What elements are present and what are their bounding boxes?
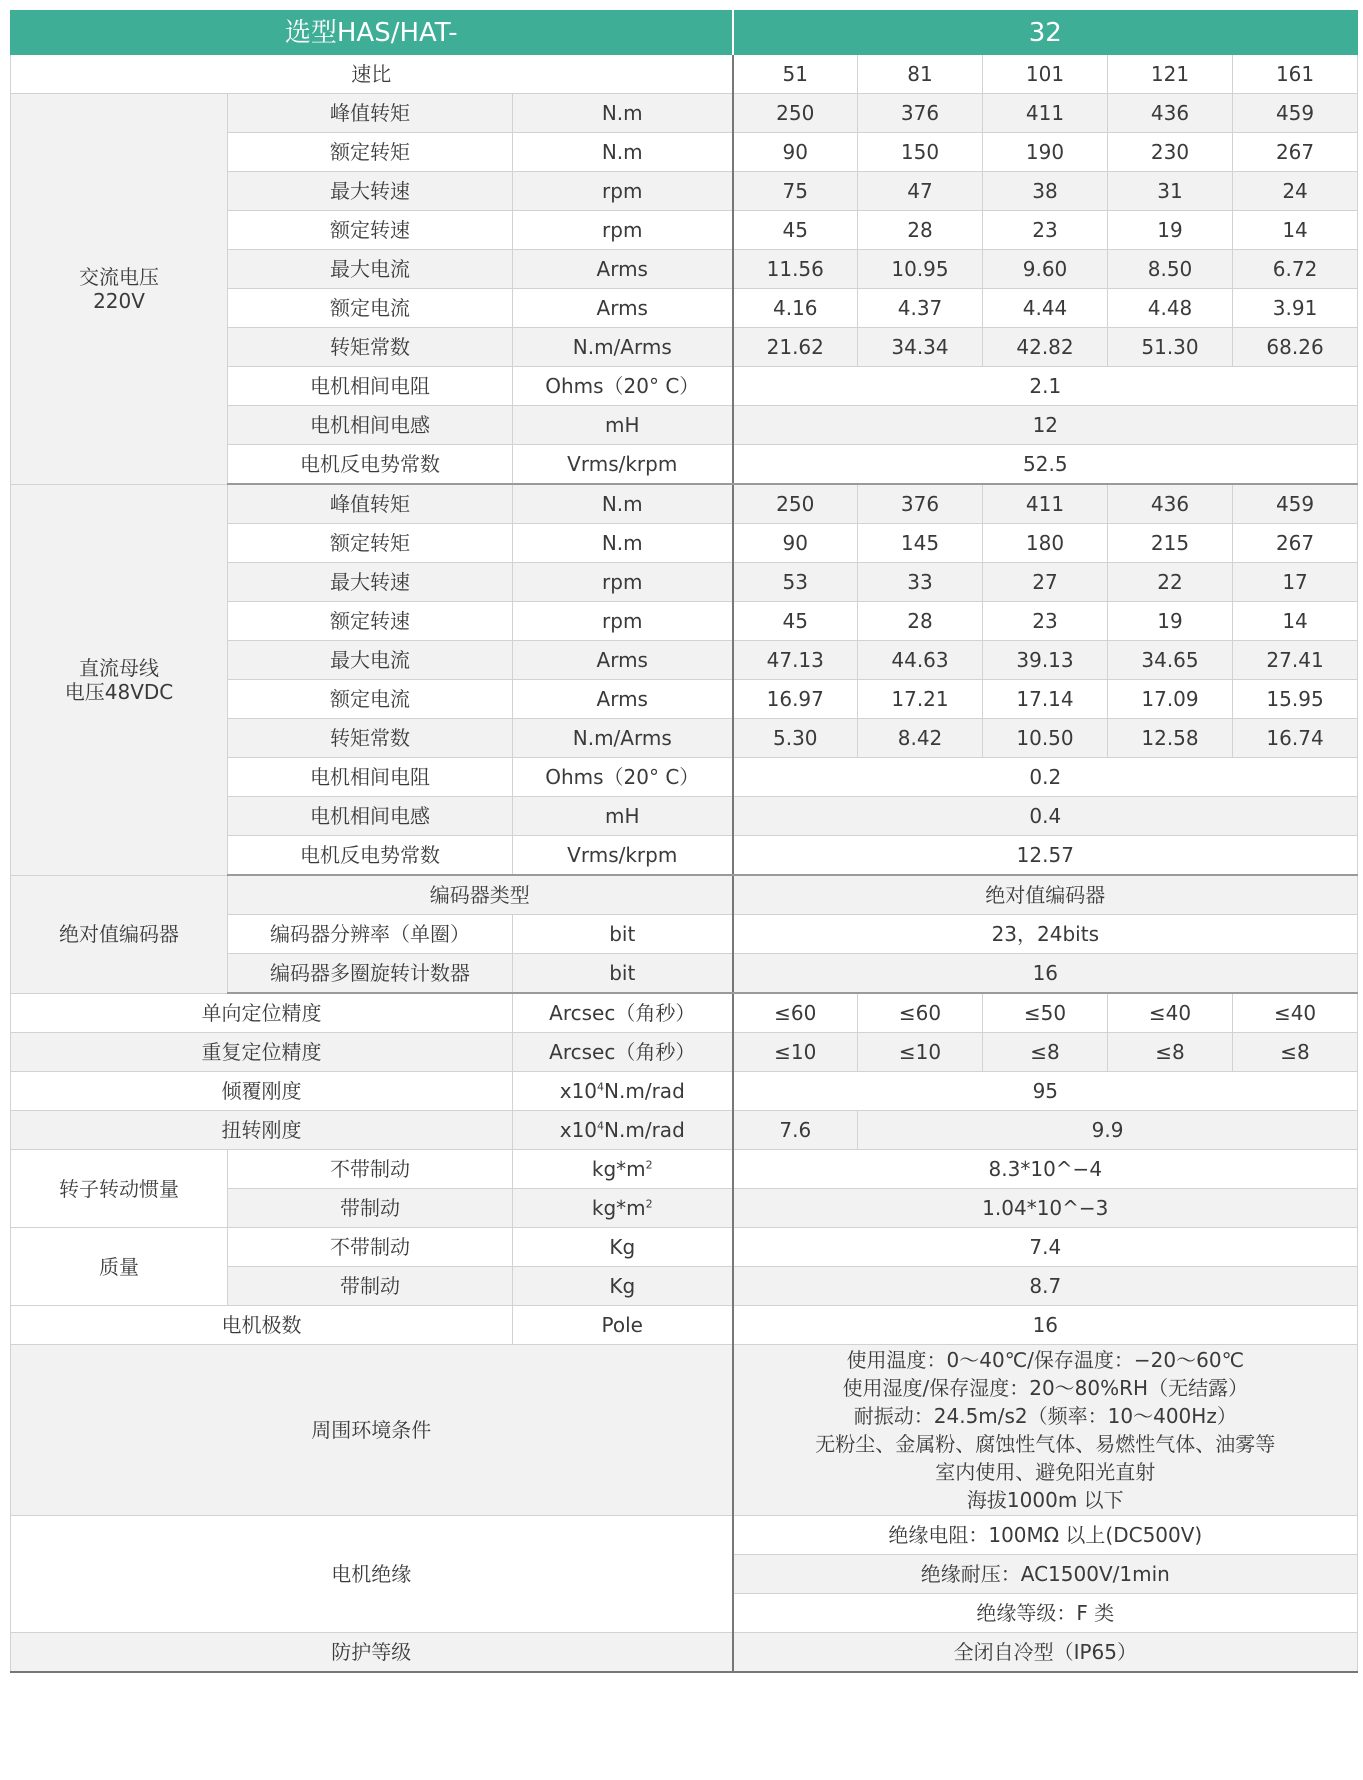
param-unit: N.m: [513, 94, 733, 133]
param-value: 24: [1233, 172, 1358, 211]
param-unit: Arcsec（角秒）: [513, 1033, 733, 1072]
environment-line: 耐振动：24.5m/s2（频率：10～400Hz）: [853, 1404, 1237, 1428]
param-value: 10.50: [983, 719, 1108, 758]
param-label: 额定电流: [228, 289, 513, 328]
param-label: 峰值转矩: [228, 94, 513, 133]
param-value: 6.72: [1233, 250, 1358, 289]
param-value: 0.2: [733, 758, 1358, 797]
param-unit: [513, 1189, 733, 1228]
param-value: 23: [983, 211, 1108, 250]
unit-exponent: 4: [597, 1080, 605, 1094]
table-row: [11, 484, 1358, 524]
param-unit: N.m/Arms: [513, 719, 733, 758]
param-value: 19: [1108, 211, 1233, 250]
param-value: 0.4: [733, 797, 1358, 836]
param-label: 单向定位精度: [11, 993, 513, 1033]
param-unit: Kg: [513, 1267, 733, 1306]
param-value: 3.91: [1233, 289, 1358, 328]
param-label: 电机相间电感: [228, 406, 513, 445]
param-value: 95: [733, 1072, 1358, 1111]
param-value: ≤60: [733, 993, 858, 1033]
table-row: [11, 1306, 1358, 1345]
insulation-line: 绝缘耐压：AC1500V/1min: [733, 1555, 1358, 1594]
ratio-value: 81: [858, 55, 983, 94]
param-value: 459: [1233, 484, 1358, 524]
ratio-value: 101: [983, 55, 1108, 94]
param-value: 9.9: [858, 1111, 1358, 1150]
param-label: 电机相间电感: [228, 797, 513, 836]
param-label: 扭转刚度: [11, 1111, 513, 1150]
param-label: 电机相间电阻: [228, 758, 513, 797]
table-row: [11, 1072, 1358, 1111]
param-unit: Ohms（20° C）: [513, 758, 733, 797]
param-unit: [513, 1072, 733, 1111]
param-unit: rpm: [513, 563, 733, 602]
param-value: 4.37: [858, 289, 983, 328]
environment-line: 室内使用、避免阳光直射: [935, 1460, 1156, 1484]
param-value: 7.6: [733, 1111, 858, 1150]
param-label: 重复定位精度: [11, 1033, 513, 1072]
param-value: 11.56: [733, 250, 858, 289]
param-value: 27.41: [1233, 641, 1358, 680]
param-value: 4.44: [983, 289, 1108, 328]
param-value: ≤40: [1108, 993, 1233, 1033]
param-value: 12: [733, 406, 1358, 445]
param-value: ≤8: [1233, 1033, 1358, 1072]
ratio-value: 51: [733, 55, 858, 94]
param-unit: Ohms（20° C）: [513, 367, 733, 406]
unit-tail: N.m/rad: [604, 1079, 685, 1103]
table-row: [11, 1150, 1358, 1189]
param-value: 51.30: [1108, 328, 1233, 367]
param-label: 周围环境条件: [11, 1345, 733, 1516]
environment-line: 海拔1000m 以下: [966, 1488, 1124, 1512]
spec-table-body: [11, 11, 1358, 1673]
environment-line: 无粉尘、金属粉、腐蚀性气体、易燃性气体、油雾等: [815, 1432, 1276, 1456]
table-row: [11, 1228, 1358, 1267]
param-value: 145: [858, 524, 983, 563]
param-label: 带制动: [228, 1267, 513, 1306]
param-value: 34.34: [858, 328, 983, 367]
param-value: 90: [733, 133, 858, 172]
param-value: 17.21: [858, 680, 983, 719]
ratio-value: 161: [1233, 55, 1358, 94]
table-row: [11, 1633, 1358, 1673]
param-value: 27: [983, 563, 1108, 602]
table-row: [11, 1033, 1358, 1072]
param-value: 绝对值编码器: [733, 875, 1358, 915]
param-value: 12.57: [733, 836, 1358, 876]
param-unit: Arms: [513, 680, 733, 719]
table-row: [11, 1516, 1358, 1555]
param-label: 编码器多圈旋转计数器: [228, 954, 513, 994]
param-value: 230: [1108, 133, 1233, 172]
param-value: 15.95: [1233, 680, 1358, 719]
param-label: 电机绝缘: [11, 1516, 733, 1633]
unit-base: x10: [559, 1118, 598, 1142]
param-value: 38: [983, 172, 1108, 211]
param-value: 150: [858, 133, 983, 172]
group-label: [11, 484, 228, 875]
group-label-line: 220V: [93, 288, 145, 313]
param-value: 39.13: [983, 641, 1108, 680]
param-label: 峰值转矩: [228, 484, 513, 524]
param-label: 电机相间电阻: [228, 367, 513, 406]
spec-sheet: [10, 10, 1357, 1673]
param-value: 2.1: [733, 367, 1358, 406]
param-value: 14: [1233, 211, 1358, 250]
environment-line: 使用温度：0～40℃/保存温度：−20～60℃: [846, 1348, 1245, 1372]
param-unit: Vrms/krpm: [513, 445, 733, 485]
param-value: 1.04*10^−3: [733, 1189, 1358, 1228]
param-unit: Arms: [513, 250, 733, 289]
param-value: 190: [983, 133, 1108, 172]
param-value: 23，24bits: [733, 915, 1358, 954]
param-value: 34.65: [1108, 641, 1233, 680]
param-value: 75: [733, 172, 858, 211]
param-unit: N.m: [513, 524, 733, 563]
ratio-value: 121: [1108, 55, 1233, 94]
environment-conditions: [733, 1345, 1358, 1516]
param-value: 250: [733, 94, 858, 133]
param-unit: N.m/Arms: [513, 328, 733, 367]
table-row: [11, 1345, 1358, 1516]
param-label: 电机反电势常数: [228, 836, 513, 876]
param-label: 编码器分辨率（单圈）: [228, 915, 513, 954]
param-value: 9.60: [983, 250, 1108, 289]
param-value: 8.7: [733, 1267, 1358, 1306]
table-row: [11, 55, 1358, 94]
param-value: 411: [983, 484, 1108, 524]
param-value: 267: [1233, 524, 1358, 563]
param-value: 8.3*10^−4: [733, 1150, 1358, 1189]
param-label: 额定转速: [228, 211, 513, 250]
param-value: ≤60: [858, 993, 983, 1033]
param-value: 215: [1108, 524, 1233, 563]
param-unit: N.m: [513, 484, 733, 524]
table-row: [11, 993, 1358, 1033]
param-value: 21.62: [733, 328, 858, 367]
param-unit: mH: [513, 406, 733, 445]
param-label: 编码器类型: [228, 875, 733, 915]
param-value: 4.48: [1108, 289, 1233, 328]
param-unit: Pole: [513, 1306, 733, 1345]
param-label: 最大转速: [228, 172, 513, 211]
param-label: 额定转矩: [228, 524, 513, 563]
param-value: 28: [858, 602, 983, 641]
param-unit: rpm: [513, 172, 733, 211]
param-label: 带制动: [228, 1189, 513, 1228]
param-label: 额定转矩: [228, 133, 513, 172]
param-label: 电机反电势常数: [228, 445, 513, 485]
param-value: 4.16: [733, 289, 858, 328]
table-row: [11, 875, 1358, 915]
param-value: 52.5: [733, 445, 1358, 485]
param-unit: bit: [513, 954, 733, 994]
environment-line: 使用湿度/保存湿度：20～80%RH（无结露）: [842, 1376, 1249, 1400]
param-label: 额定电流: [228, 680, 513, 719]
param-label: 额定转速: [228, 602, 513, 641]
unit-exponent: 2: [645, 1197, 653, 1211]
param-value: 19: [1108, 602, 1233, 641]
param-value: 17: [1233, 563, 1358, 602]
param-value: 436: [1108, 94, 1233, 133]
param-unit: mH: [513, 797, 733, 836]
param-value: 31: [1108, 172, 1233, 211]
param-value: 10.95: [858, 250, 983, 289]
group-label-line: 直流母线: [79, 655, 159, 680]
param-value: 28: [858, 211, 983, 250]
param-label: 最大电流: [228, 641, 513, 680]
unit-base: kg*m: [591, 1196, 646, 1220]
param-label: 倾覆刚度: [11, 1072, 513, 1111]
table-row: [11, 1111, 1358, 1150]
param-value: 44.63: [858, 641, 983, 680]
param-value: 16: [733, 1306, 1358, 1345]
param-value: 267: [1233, 133, 1358, 172]
param-value: 68.26: [1233, 328, 1358, 367]
param-value: 47.13: [733, 641, 858, 680]
param-value: 250: [733, 484, 858, 524]
ratio-label: 速比: [11, 55, 733, 94]
param-unit: Arms: [513, 289, 733, 328]
param-value: 23: [983, 602, 1108, 641]
param-value: 17.14: [983, 680, 1108, 719]
unit-exponent: 2: [645, 1158, 653, 1172]
param-label: 最大转速: [228, 563, 513, 602]
param-unit: Arcsec（角秒）: [513, 993, 733, 1033]
group-label: 转子转动惯量: [11, 1150, 228, 1228]
param-value: ≤40: [1233, 993, 1358, 1033]
group-label: 质量: [11, 1228, 228, 1306]
param-unit: bit: [513, 915, 733, 954]
unit-tail: N.m/rad: [604, 1118, 685, 1142]
param-value: 16.97: [733, 680, 858, 719]
param-label: 不带制动: [228, 1150, 513, 1189]
insulation-line: 绝缘电阻：100MΩ 以上(DC500V): [733, 1516, 1358, 1555]
group-label: 绝对值编码器: [11, 875, 228, 993]
param-value: 376: [858, 94, 983, 133]
model-size: 32: [733, 11, 1358, 55]
param-value: 17.09: [1108, 680, 1233, 719]
param-value: 8.42: [858, 719, 983, 758]
model-label: 选型HAS/HAT-: [11, 11, 733, 55]
unit-base: x10: [559, 1079, 598, 1103]
param-value: 5.30: [733, 719, 858, 758]
param-value: ≤10: [733, 1033, 858, 1072]
group-label-line: 电压48VDC: [64, 679, 174, 704]
param-unit: Arms: [513, 641, 733, 680]
param-value: 14: [1233, 602, 1358, 641]
param-value: 全闭自冷型（IP65）: [733, 1633, 1358, 1673]
param-value: 33: [858, 563, 983, 602]
param-value: 53: [733, 563, 858, 602]
param-unit: Kg: [513, 1228, 733, 1267]
param-value: 16: [733, 954, 1358, 994]
param-value: 47: [858, 172, 983, 211]
param-value: 45: [733, 602, 858, 641]
param-value: ≤8: [1108, 1033, 1233, 1072]
param-value: ≤8: [983, 1033, 1108, 1072]
param-label: 不带制动: [228, 1228, 513, 1267]
param-label: 防护等级: [11, 1633, 733, 1673]
spec-table: [10, 10, 1358, 1673]
param-value: 376: [858, 484, 983, 524]
param-label: 电机极数: [11, 1306, 513, 1345]
group-label: [11, 94, 228, 485]
param-value: 459: [1233, 94, 1358, 133]
param-unit: rpm: [513, 211, 733, 250]
param-value: 22: [1108, 563, 1233, 602]
table-row: [11, 11, 1358, 55]
param-label: 最大电流: [228, 250, 513, 289]
param-unit: [513, 1150, 733, 1189]
insulation-line: 绝缘等级：F 类: [733, 1594, 1358, 1633]
param-unit: [513, 1111, 733, 1150]
param-label: 转矩常数: [228, 719, 513, 758]
param-unit: rpm: [513, 602, 733, 641]
unit-exponent: 4: [597, 1119, 605, 1133]
param-value: 90: [733, 524, 858, 563]
param-value: 16.74: [1233, 719, 1358, 758]
param-value: ≤50: [983, 993, 1108, 1033]
param-value: 45: [733, 211, 858, 250]
param-value: 436: [1108, 484, 1233, 524]
param-value: ≤10: [858, 1033, 983, 1072]
param-value: 411: [983, 94, 1108, 133]
table-row: [11, 94, 1358, 133]
group-label-line: 交流电压: [79, 264, 159, 289]
unit-base: kg*m: [591, 1157, 646, 1181]
param-unit: N.m: [513, 133, 733, 172]
param-label: 转矩常数: [228, 328, 513, 367]
param-value: 12.58: [1108, 719, 1233, 758]
param-value: 180: [983, 524, 1108, 563]
param-value: 7.4: [733, 1228, 1358, 1267]
param-value: 8.50: [1108, 250, 1233, 289]
param-unit: Vrms/krpm: [513, 836, 733, 876]
param-value: 42.82: [983, 328, 1108, 367]
